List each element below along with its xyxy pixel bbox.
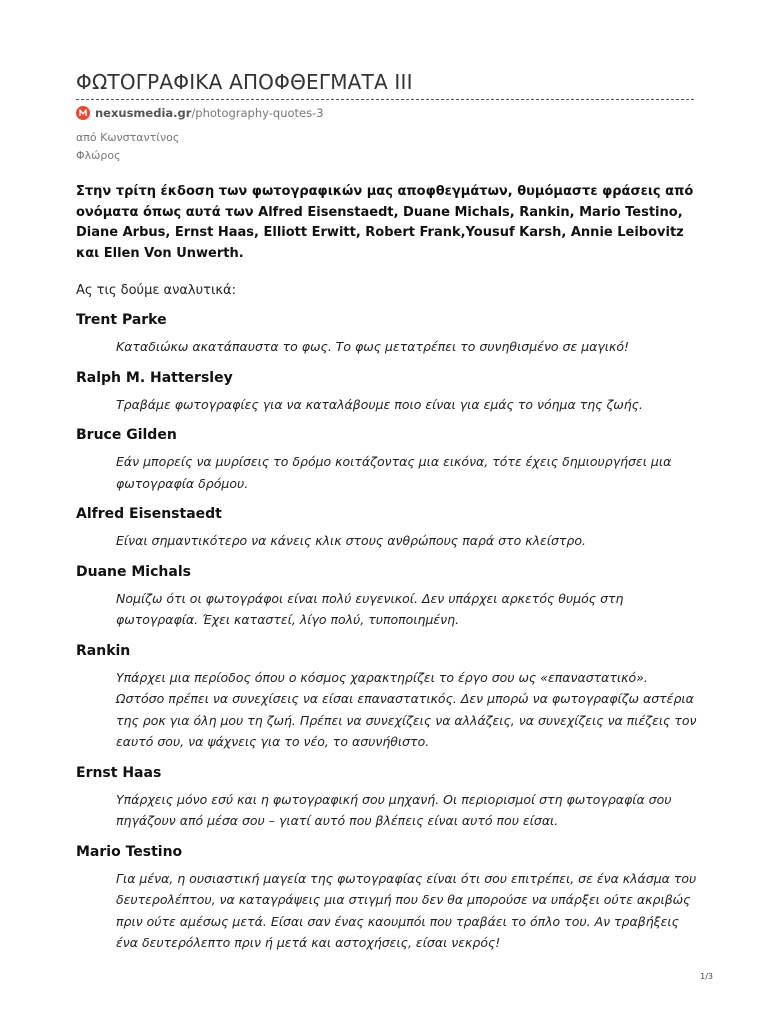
quote-text: Είναι σημαντικότερο να κάνεις κλικ στους ανθρώπους παρά στο κλείστρο. [116, 533, 586, 548]
quote-author: Trent Parke [76, 312, 167, 328]
quote-text: Καταδιώκω ακατάπαυστα το φως. Το φως μετατρέπει το συνηθισμένο σε μαγικό! [116, 339, 630, 354]
quote-author: Ernst Haas [76, 764, 162, 781]
quote-text: Τραβάμε φωτογραφίες για να καταλάβουμε ποιο είναι για εμάς το νόημα της ζωής. [116, 396, 643, 412]
quote-entry [76, 505, 694, 552]
quote-list [76, 311, 697, 954]
quote-author: Alfred Eisenstaedt [76, 506, 222, 522]
quote-entry [76, 311, 694, 358]
document-page [76, 0, 697, 954]
document-title: ΦΩΤΟΓΡΑΦΙΚΑ ΑΠΟΦΘΕΓΜΑΤΑ ΙΙΙ [76, 70, 413, 94]
page-indicator: 1/3 [700, 972, 713, 981]
quote-entry [76, 563, 694, 631]
quote-entry [76, 642, 697, 753]
author-line-2: Φλώρος [76, 149, 121, 162]
author-line-1: από Κωνσταντίνος [76, 131, 180, 144]
intro-paragraph: Στην τρίτη έκδοση των φωτογραφικών μας αποφθεγμάτων, θυμόμαστε φράσεις από ονόματα όπως αυτά των Alfred Eisenstaedt, Duane Michals, Rankin, Mario Testino, Diane Arbus, Ernst Haas, Elliott Erwitt, Robert Frank,Yousuf Karsh, Annie Leibovitz και Ellen Von Unwerth. [76, 184, 694, 261]
quote-entry [76, 426, 694, 494]
quote-text: Υπάρχεις μόνο εσύ και η φωτογραφική σου μηχανή. Οι περιορισμοί στη φωτογραφία σου πηγάζουν από μέσα σου – γιατί αυτό που βλέπεις είναι αυτό που είσαι. [116, 791, 672, 828]
quote-author: Mario Testino [76, 843, 183, 860]
quote-entry [76, 843, 697, 954]
source-path[interactable]: /photography-quotes-3 [191, 106, 324, 120]
source-domain[interactable]: nexusmedia.gr [95, 106, 192, 120]
quote-text: Νομίζω ότι οι φωτογράφοι είναι πολύ ευγενικοί. Δεν υπάρχει αρκετός θυμός στη φωτογραφία. Έχει καταστεί, λίγο πολύ, τυποποιημένη. [116, 590, 624, 627]
quote-author: Ralph M. Hattersley [76, 369, 233, 386]
nexusmedia-logo-icon [76, 106, 90, 120]
lead-text: Ας τις δούμε αναλυτικά: [76, 283, 236, 298]
title-divider [76, 99, 694, 100]
quote-author: Rankin [76, 642, 131, 659]
author-byline [76, 129, 694, 165]
quote-text: Υπάρχει μια περίοδος όπου ο κόσμος χαρακτηρίζει το έργο σου ως «επαναστατικό». Ωστόσο πρέπει να συνεχίσεις να είσαι επαναστατικός. Δεν μπορώ να φωτογραφίζω αστέρια της ροκ για όλη μου τη ζωή. Πρέπει να συνεχίζεις να αλλάζεις, να συνεχίζεις να πιέζεις τον εαυτό σου, να ψάχνεις για το νέο, το ασυνήθιστο. [116, 669, 697, 749]
quote-entry [76, 764, 694, 832]
quote-author: Duane Michals [76, 563, 191, 580]
source-link[interactable] [76, 104, 694, 122]
quote-author: Bruce Gilden [76, 427, 177, 443]
quote-text: Εάν μπορείς να μυρίσεις το δρόμο κοιτάζοντας μια εικόνα, τότε έχεις δημιουργήσει μια φωτογραφία δρόμου. [116, 454, 672, 491]
quote-text: Για μένα, η ουσιαστική μαγεία της φωτογραφίας είναι ότι σου επιτρέπει, σε ένα κλάσμα του δευτερολέπτου, να καταγράψεις μια στιγμή που δεν θα μπορούσε να υπάρξει ούτε ακριβώς πριν ούτε αμέσως μετά. Είσαι σαν ένας καουμπόι που τραβάει το όπλο του. Αν τραβήξεις ένα δευτερόλεπτο πριν ή μετά και αστοχήσεις, είσαι νεκρός! [116, 870, 697, 950]
quote-entry [76, 369, 694, 416]
